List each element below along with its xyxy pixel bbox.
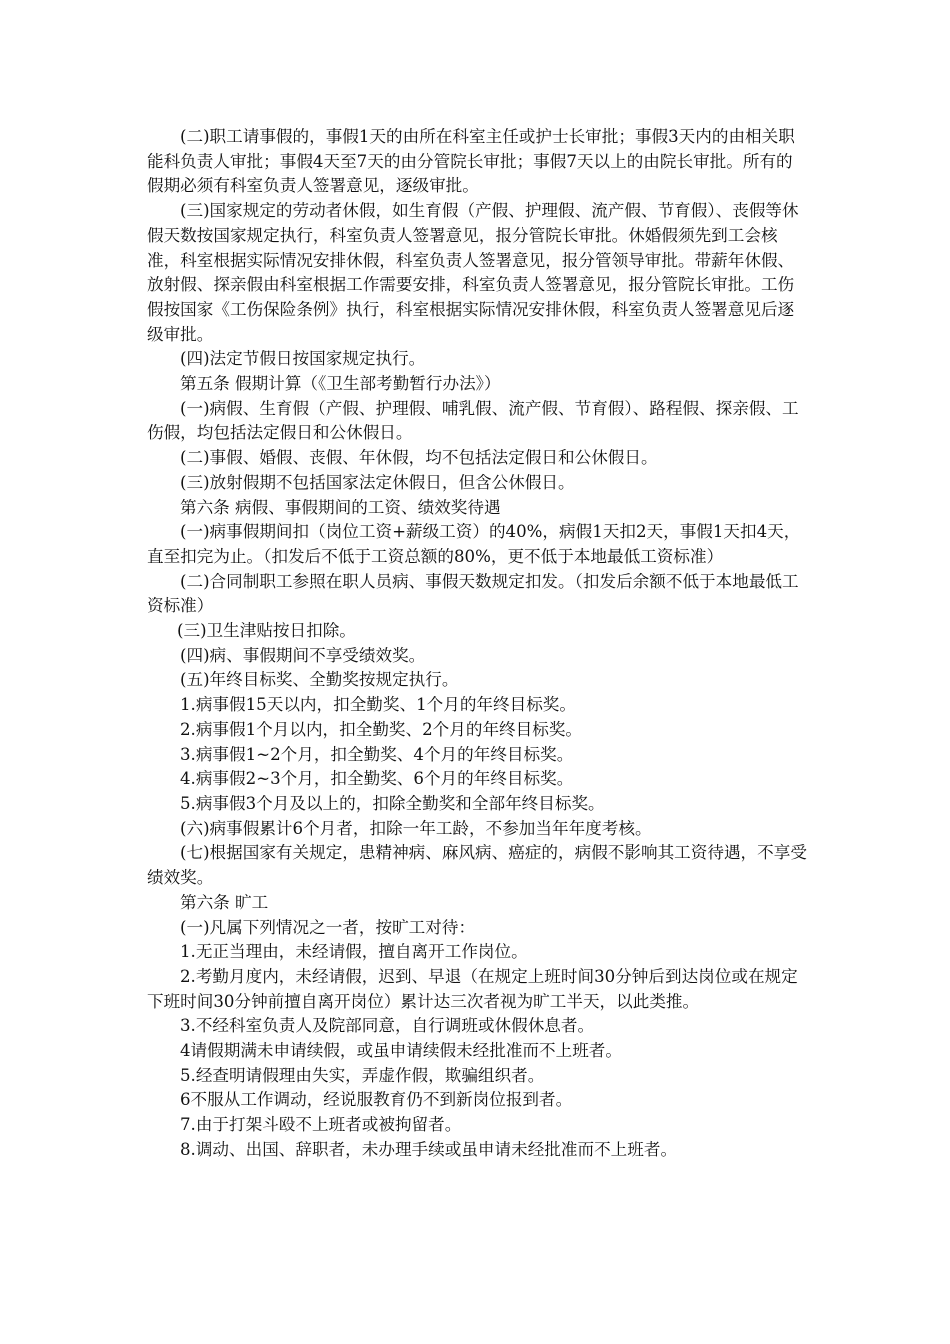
paragraph-health-allowance: (三)卫生津贴按日扣除。	[177, 621, 356, 641]
paragraph-year-end-bonus: (五)年终目标奖、全勤奖按规定执行。	[180, 670, 459, 690]
list-item-bonus-4: 4.病事假2~3个月，扣全勤奖、6个月的年终目标奖。	[180, 769, 574, 789]
paragraph-contract-staff: (二)合同制职工参照在职人员病、事假天数规定扣发。（扣发后余额不低于本地最低工资标准）	[147, 571, 799, 616]
paragraph-six-months-leave: (六)病事假累计6个月者，扣除一年工龄，不参加当年年度考核。	[180, 818, 652, 838]
paragraph-no-performance-bonus: (四)病、事假期间不享受绩效奖。	[180, 645, 426, 665]
list-item-bonus-5: 5.病事假3个月及以上的，扣除全勤奖和全部年终目标奖。	[180, 793, 605, 813]
list-item-absent-5: 5.经查明请假理由失实，弄虚作假，欺骗组织者。	[180, 1065, 545, 1085]
paragraph-statutory-leave: (三)国家规定的劳动者休假，如生育假（产假、护理假、流产假、节育假）、丧假等休假天数按国家规定执行，科室负责人签署意见，报分管院长审批。休婚假须先到工会核准，科室根据实际情况安排休假，科室负责人签署意见，报分管领导审批。带薪年休假、放射假、探亲假由科室根据工作需要安排，科室负责人签署意见，报分管院长审批。工伤假按国家《工伤保险条例》执行，科室根据实际情况安排休假，科室负责人签署意见后逐级审批。	[147, 201, 799, 344]
paragraph-special-illness: (七)根据国家有关规定，患精神病、麻风病、癌症的，病假不影响其工资待遇，不享受绩效奖。	[147, 843, 807, 888]
list-item-absent-4: 4请假期满未申请续假，或虽申请续假未经批准而不上班者。	[180, 1041, 622, 1061]
article-6-heading: 第六条 病假、事假期间的工资、绩效奖待遇	[180, 497, 501, 517]
document-body	[147, 125, 807, 1163]
paragraph-leave-calc-1: (一)病假、生育假（产假、护理假、哺乳假、流产假、节育假）、路程假、探亲假、工伤假，均包括法定假日和公休假日。	[147, 398, 799, 443]
paragraph-personal-leave-approval: (二)职工请事假的，事假1天的由所在科室主任或护士长审批；事假3天内的由相关职能科负责人审批；事假4天至7天的由分管院长审批；事假7天以上的由院长审批。所有的假期必须有科室负责人签署意见，逐级审批。	[147, 127, 795, 196]
paragraph-legal-holidays: (四)法定节假日按国家规定执行。	[180, 349, 426, 369]
list-item-absent-8: 8.调动、出国、辞职者，未办理手续或虽申请未经批准而不上班者。	[180, 1139, 678, 1159]
paragraph-leave-calc-2: (二)事假、婚假、丧假、年休假，均不包括法定假日和公休假日。	[180, 448, 658, 468]
list-item-absent-2: 2.考勤月度内，未经请假，迟到、早退（在规定上班时间30分钟后到达岗位或在规定下班时间30分钟前擅自离开岗位）累计达三次者视为旷工半天，以此类推。	[147, 966, 798, 1011]
list-item-bonus-2: 2.病事假1个月以内，扣全勤奖、2个月的年终目标奖。	[180, 719, 583, 739]
list-item-bonus-1: 1.病事假15天以内，扣全勤奖、1个月的年终目标奖。	[180, 695, 576, 715]
paragraph-leave-calc-3: (三)放射假期不包括国家法定休假日，但含公休假日。	[180, 472, 575, 492]
list-item-absent-1: 1.无正当理由，未经请假，擅自离开工作岗位。	[180, 942, 528, 962]
list-item-absent-3: 3.不经科室负责人及院部同意，自行调班或休假休息者。	[180, 1016, 595, 1036]
list-item-absent-7: 7.由于打架斗殴不上班者或被拘留者。	[180, 1115, 462, 1135]
article-6-absenteeism-heading: 第六条 旷工	[180, 892, 269, 912]
article-5-heading: 第五条 假期计算（《卫生部考勤暂行办法》）	[180, 374, 501, 394]
list-item-absent-6: 6不服从工作调动，经说服教育仍不到新岗位报到者。	[180, 1090, 573, 1110]
list-item-bonus-3: 3.病事假1~2个月，扣全勤奖、4个月的年终目标奖。	[180, 744, 574, 764]
paragraph-pay-deduction: (一)病事假期间扣（岗位工资+薪级工资）的40%，病假1天扣2天，事假1天扣4天，直至扣完为止。（扣发后不低于工资总额的80%，更不低于本地最低工资标准）	[147, 522, 801, 566]
paragraph-absenteeism-intro: (一)凡属下列情况之一者，按旷工对待：	[180, 917, 476, 937]
